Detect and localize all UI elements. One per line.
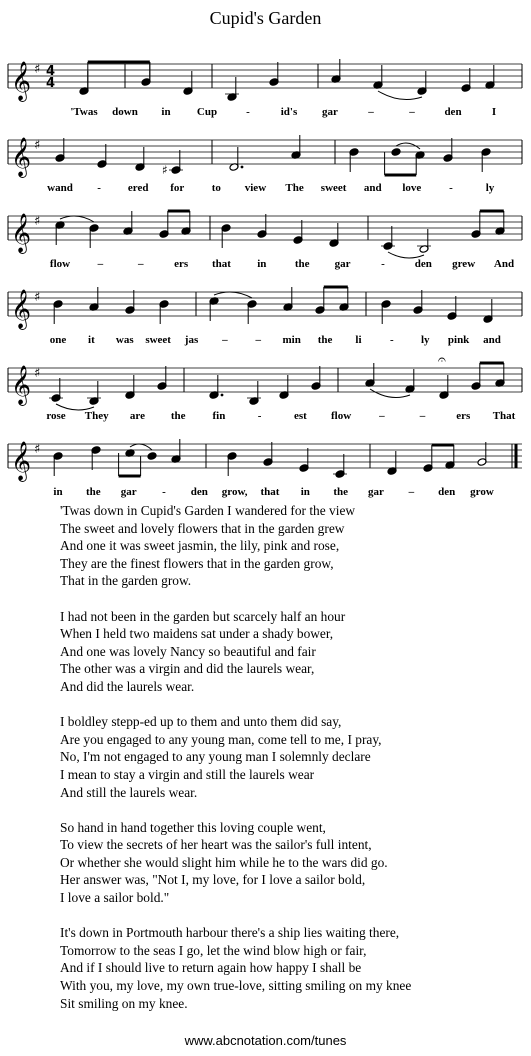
treble-clef-icon: 𝄞	[11, 61, 32, 101]
lyric-syllable: flow	[331, 410, 352, 422]
lyric-syllable: the	[333, 486, 349, 498]
time-signature-bottom: 4	[46, 76, 56, 91]
lyric-syllable: 'Twas	[70, 106, 98, 118]
fermata-icon: 𝄐	[438, 352, 446, 368]
lyric-syllable: ers	[456, 410, 471, 422]
lyric-syllable: the	[170, 410, 186, 422]
lyric-syllable: –	[379, 410, 385, 422]
lyric-syllable: That	[492, 410, 516, 422]
verse-line: Or whether she would slight him while he to the wars did go.	[60, 854, 388, 870]
lyric-syllable: pink	[447, 334, 470, 346]
verse-line: They are the finest flowers that in the garden grow,	[60, 555, 334, 571]
lyric-syllable: –	[368, 106, 374, 118]
lyric-syllable: -	[381, 258, 385, 270]
lyric-syllable: -	[390, 334, 394, 346]
verse-line: That in the garden grow.	[60, 573, 192, 589]
lyric-syllable: grow	[470, 486, 494, 498]
lyric-syllable: gar	[322, 106, 338, 118]
lyric-syllable: sweet	[320, 182, 347, 194]
sharp-key-signature-icon: ♯	[34, 62, 41, 77]
lyric-syllable: den	[414, 258, 432, 270]
verse-line: I had not been in the garden but scarcely half an hour	[60, 608, 346, 624]
lyric-syllable: it	[88, 334, 95, 346]
lyric-syllable: the	[85, 486, 101, 498]
lyric-syllable: are	[129, 410, 145, 422]
verse-line: 'Twas down in Cupid's Garden I wandered for the view	[60, 503, 356, 518]
lyric-syllable: -	[257, 410, 262, 422]
lyric-syllable: sweet	[145, 334, 171, 346]
lyric-syllable: in	[257, 258, 267, 270]
sharp-key-signature-icon: ♯	[34, 290, 41, 305]
lyric-syllable: And	[493, 258, 515, 270]
slur	[378, 91, 422, 100]
lyric-syllable: -	[162, 486, 166, 498]
lyric-syllable: -	[246, 106, 250, 118]
footer-url[interactable]: www.abcnotation.com/tunes	[184, 1033, 347, 1048]
sharp-key-signature-icon: ♯	[34, 214, 41, 229]
treble-clef-icon: 𝄞	[11, 365, 32, 405]
lyric-syllable: down	[112, 106, 138, 118]
lyric-syllable: to	[211, 182, 221, 194]
lyric-syllable: flow	[49, 258, 71, 270]
lyric-syllable: min	[282, 334, 301, 346]
lyric-syllable: ly	[420, 334, 430, 346]
verse-line: Tomorrow to the seas I go, let the wind blow high or fair,	[60, 942, 367, 958]
verse-stanza	[60, 713, 411, 801]
lyric-syllable: in	[300, 486, 310, 498]
dot	[241, 166, 244, 169]
lyric-syllable: that	[260, 486, 280, 498]
verse-line: And one was lovely Nancy so beautiful and fair	[60, 643, 316, 659]
verse-line: The sweet and lovely flowers that in the garden grew	[60, 520, 345, 536]
lyric-syllable: den	[438, 486, 456, 498]
lyric-syllable: in	[53, 486, 63, 498]
verse-line: Her answer was, "Not I, my love, for I love a sailor bold,	[60, 872, 366, 888]
verse-stanza	[60, 924, 411, 1012]
verse-line: And one it was sweet jasmin, the lily, pink and rose,	[60, 538, 340, 554]
slur	[130, 444, 152, 450]
lyric-syllable: ly	[485, 182, 495, 194]
lyric-syllable: gar	[120, 486, 137, 498]
verse-stanza	[60, 502, 411, 590]
dot	[221, 394, 224, 397]
verse-line: The other was a virgin and did the laurels wear,	[60, 661, 315, 677]
sharp-key-signature-icon: ♯	[34, 366, 41, 381]
lyric-syllable: and	[363, 182, 382, 194]
treble-clef-icon: 𝄞	[11, 137, 32, 177]
lyric-syllable: –	[222, 334, 228, 346]
note-head	[391, 148, 401, 157]
verse-line: Are you engaged to any young man, come tell to me, I pray,	[60, 731, 382, 747]
lyric-syllable: for	[170, 182, 185, 194]
slur	[60, 216, 94, 222]
treble-clef-icon: 𝄞	[11, 289, 32, 329]
lyric-syllable: grew	[452, 258, 476, 270]
sharp-key-signature-icon: ♯	[34, 138, 41, 153]
lyric-syllable: the	[294, 258, 310, 270]
lyric-syllable: –	[97, 258, 104, 270]
lyric-syllable: grow,	[221, 486, 248, 498]
lyric-syllable: love	[402, 182, 422, 194]
treble-clef-icon: 𝄞	[11, 213, 32, 253]
lyric-syllable: -	[97, 182, 101, 194]
tune-title: Cupid's Garden	[209, 8, 322, 28]
slur	[214, 292, 252, 298]
treble-clef-icon: 𝄞	[11, 441, 32, 481]
verse-line: I love a sailor bold."	[60, 890, 170, 906]
lyric-syllable: wand	[47, 182, 73, 194]
lyric-syllable: –	[137, 258, 144, 270]
lyric-syllable: in	[161, 106, 171, 118]
sharp-key-signature-icon: ♯	[34, 442, 41, 457]
time-signature-top: 4	[46, 64, 56, 79]
lyric-syllable: the	[317, 334, 333, 346]
lyric-syllable: den	[444, 106, 462, 118]
lyric-syllable: ered	[127, 182, 149, 194]
note-head	[147, 452, 157, 461]
verse-line: So hand in hand together this loving couple went,	[60, 819, 326, 835]
verse-line: It's down in Portmouth harbour there's a ship lies waiting there,	[60, 925, 400, 941]
lyric-syllable: ers	[174, 258, 189, 270]
verses	[60, 502, 411, 1030]
verse-line: And still the laurels wear.	[60, 784, 198, 800]
lyric-syllable: gar	[334, 258, 351, 270]
lyric-syllable: –	[409, 106, 415, 118]
verse-line: With you, my love, my own true-love, sitting smiling on my knee	[60, 978, 412, 994]
lyric-syllable: –	[255, 334, 262, 346]
lyric-syllable: –	[408, 486, 415, 498]
lyric-syllable: The	[285, 182, 304, 194]
verse-line: I mean to stay a virgin and still the laurels wear	[60, 766, 315, 782]
lyric-syllable: rose	[46, 410, 66, 422]
verse-line: And did the laurels wear.	[60, 678, 195, 694]
verse-line: To view the secrets of her heart was the sailor's full intent,	[60, 837, 372, 853]
lyric-syllable: view	[244, 182, 267, 194]
lyric-syllable: gar	[368, 486, 384, 498]
lyric-syllable: one	[49, 334, 67, 346]
verse-line: When I held two maidens sat under a shady bower,	[60, 626, 334, 642]
lyric-syllable: est	[293, 410, 307, 422]
verse-line: I boldley stepp-ed up to them and unto them did say,	[60, 714, 342, 730]
lyric-syllable: li	[355, 334, 362, 346]
verse-stanza	[60, 608, 411, 696]
lyric-syllable: and	[483, 334, 501, 346]
lyric-syllable: -	[449, 182, 453, 194]
lyric-syllable: I	[491, 106, 497, 118]
verse-line: Sit smiling on my knee.	[60, 995, 188, 1011]
lyric-syllable: –	[419, 410, 426, 422]
lyric-syllable: fin	[212, 410, 226, 422]
verse-line: And if I should live to return again how happy I shall be	[60, 960, 362, 976]
lyric-syllable: that	[211, 258, 231, 270]
verse-stanza	[60, 819, 411, 907]
lyric-syllable: They	[84, 410, 109, 422]
lyric-syllable: jas	[184, 334, 199, 346]
lyric-syllable: id's	[280, 106, 298, 118]
lyric-syllable: was	[115, 334, 134, 346]
sharp-icon: ♯	[162, 163, 168, 177]
sheet-music	[0, 0, 531, 500]
verse-line: No, I'm not engaged to any young man I solemnly declare	[60, 749, 371, 765]
slur	[370, 389, 410, 398]
lyric-syllable: den	[190, 486, 208, 498]
lyric-syllable: Cup	[196, 106, 218, 118]
